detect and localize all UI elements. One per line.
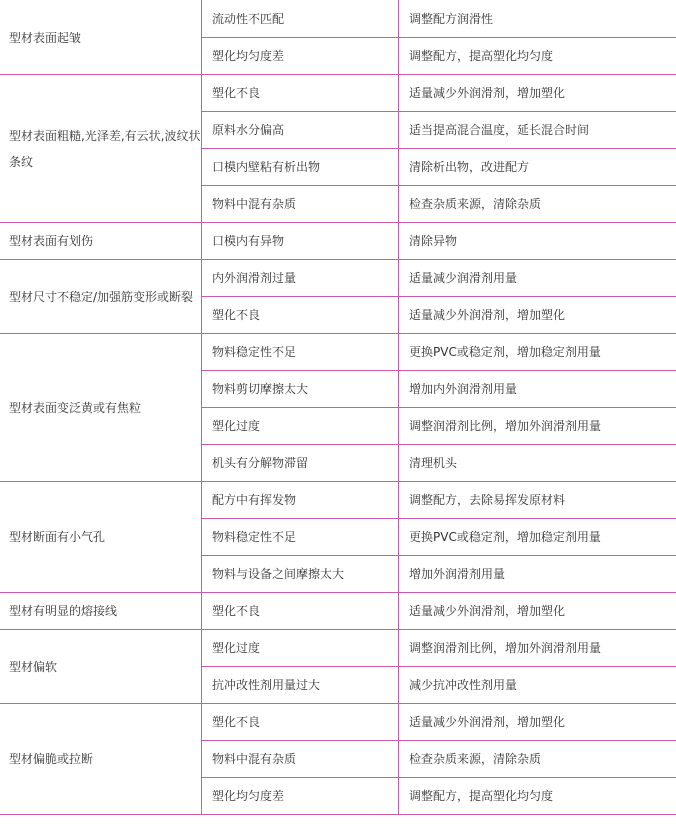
solution-cell: 适当提高混合温度，延长混合时间	[399, 112, 676, 149]
cause-cell: 流动性不匹配	[202, 1, 399, 38]
cause-cell: 原料水分偏高	[202, 112, 399, 149]
cause-cell: 口模内有异物	[202, 223, 399, 260]
solution-cell: 调整润滑剂比例，增加外润滑剂用量	[399, 408, 676, 445]
problem-cell: 型材尺寸不稳定/加强筋变形或断裂	[1, 260, 202, 334]
cause-cell: 口模内壁粘有析出物	[202, 149, 399, 186]
solution-cell: 适量减少外润滑剂，增加塑化	[399, 704, 676, 741]
solution-cell: 更换PVC或稳定剂，增加稳定剂用量	[399, 519, 676, 556]
problem-cell: 型材表面变泛黄或有焦粒	[1, 334, 202, 482]
table-row	[1, 704, 676, 741]
problem-cell: 型材有明显的熔接线	[1, 593, 202, 630]
problem-cell: 型材偏软	[1, 630, 202, 704]
solution-cell: 调整配方，提高塑化均匀度	[399, 778, 676, 815]
table-row	[1, 482, 676, 519]
cause-cell: 塑化均匀度差	[202, 38, 399, 75]
cause-cell: 塑化不良	[202, 297, 399, 334]
problem-cell: 型材表面有划伤	[1, 223, 202, 260]
cause-cell: 塑化不良	[202, 704, 399, 741]
problem-cell: 型材偏脆或拉断	[1, 704, 202, 815]
solution-cell: 减少抗冲改性剂用量	[399, 667, 676, 704]
cause-cell: 塑化过度	[202, 630, 399, 667]
solution-cell: 清除析出物，改进配方	[399, 149, 676, 186]
table-row	[1, 260, 676, 297]
cause-cell: 机头有分解物滞留	[202, 445, 399, 482]
solution-cell: 适量减少外润滑剂，增加塑化	[399, 593, 676, 630]
solution-cell: 检查杂质来源，清除杂质	[399, 741, 676, 778]
table-row	[1, 223, 676, 260]
table-body	[1, 1, 676, 815]
solution-cell: 增加外润滑剂用量	[399, 556, 676, 593]
problem-cell: 型材表面粗糙,光泽差,有云状,波纹状条纹	[1, 75, 202, 223]
solution-cell: 清理机头	[399, 445, 676, 482]
cause-cell: 塑化不良	[202, 593, 399, 630]
cause-cell: 物料中混有杂质	[202, 741, 399, 778]
solution-cell: 适量减少润滑剂用量	[399, 260, 676, 297]
solution-cell: 调整配方润滑性	[399, 1, 676, 38]
cause-cell: 塑化不良	[202, 75, 399, 112]
cause-cell: 配方中有挥发物	[202, 482, 399, 519]
problem-cell: 型材断面有小气孔	[1, 482, 202, 593]
solution-cell: 适量减少外润滑剂，增加塑化	[399, 75, 676, 112]
table-row	[1, 75, 676, 112]
cause-cell: 物料剪切摩擦太大	[202, 371, 399, 408]
cause-cell: 物料与设备之间摩擦太大	[202, 556, 399, 593]
table-row	[1, 593, 676, 630]
table-row	[1, 334, 676, 371]
table-row	[1, 630, 676, 667]
solution-cell: 增加内外润滑剂用量	[399, 371, 676, 408]
solution-cell: 更换PVC或稳定剂，增加稳定剂用量	[399, 334, 676, 371]
cause-cell: 抗冲改性剂用量过大	[202, 667, 399, 704]
cause-cell: 塑化过度	[202, 408, 399, 445]
table-row	[1, 1, 676, 38]
cause-cell: 塑化均匀度差	[202, 778, 399, 815]
problem-cell: 型材表面起皱	[1, 1, 202, 75]
solution-cell: 适量减少外润滑剂，增加塑化	[399, 297, 676, 334]
solution-cell: 检查杂质来源，清除杂质	[399, 186, 676, 223]
cause-cell: 物料中混有杂质	[202, 186, 399, 223]
solution-cell: 调整润滑剂比例，增加外润滑剂用量	[399, 630, 676, 667]
cause-cell: 物料稳定性不足	[202, 334, 399, 371]
solution-cell: 调整配方，提高塑化均匀度	[399, 38, 676, 75]
solution-cell: 清除异物	[399, 223, 676, 260]
solution-cell: 调整配方，去除易挥发原材料	[399, 482, 676, 519]
cause-cell: 内外润滑剂过量	[202, 260, 399, 297]
cause-cell: 物料稳定性不足	[202, 519, 399, 556]
